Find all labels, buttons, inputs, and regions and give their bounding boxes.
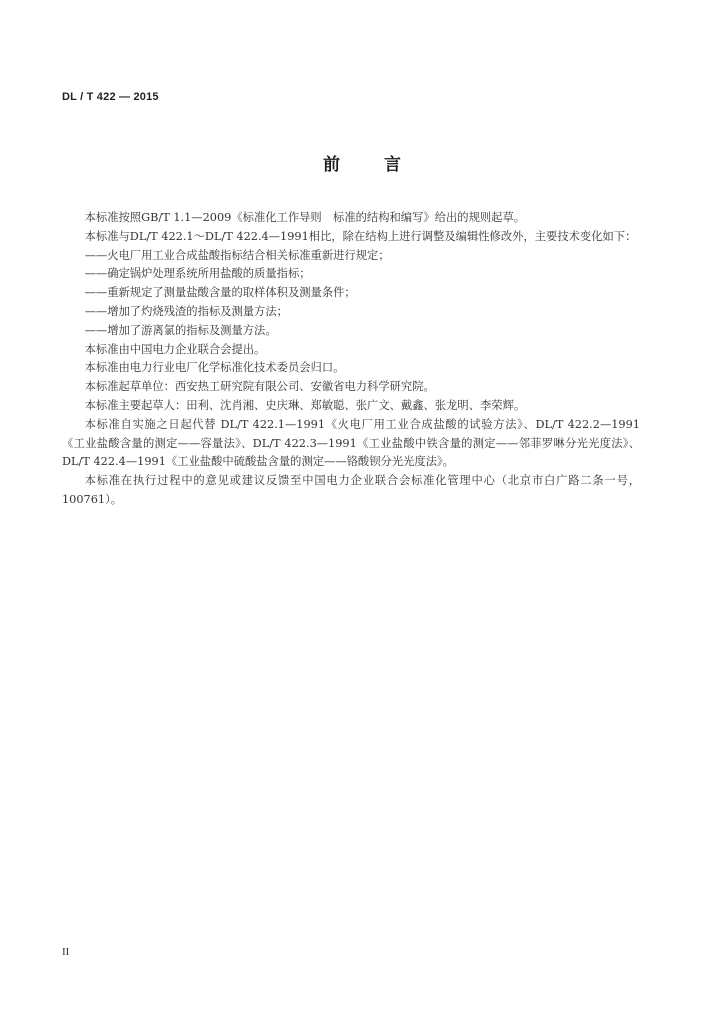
list-item-change: ——确定锅炉处理系统所用盐酸的质量指标； — [84, 267, 311, 281]
paragraph-administrator: 本标准由电力行业电厂化学标准化技术委员会归口。 — [84, 361, 345, 375]
paragraph-replaces: 本标准自实施之日起代替 DL/T 422.1—1991《火电厂用工业合成盐酸的试验方法》、DL/T 422.2—1991《工业盐酸含量的测定——容量法》、DL/T 422.3—1991《工业盐酸中铁含量的测定——邻菲罗啉分光光度法》、DL/T 422.4—1991《工业盐酸中硫酸盐含量的测定——铬酸钡分光光度法》。 — [62, 417, 640, 469]
list-item-change: ——重新规定了测量盐酸含量的取样体积及测量条件； — [84, 286, 356, 300]
paragraph-feedback: 本标准在执行过程中的意见或建议反馈至中国电力企业联合会标准化管理中心（北京市白广路二条一号，100761）。 — [62, 474, 640, 506]
list-item-change: ——火电厂用工业合成盐酸指标结合相关标准重新进行规定； — [84, 248, 390, 262]
list-item-change: ——增加了灼烧残渣的指标及测量方法； — [84, 304, 288, 318]
standard-code-header: DL / T 422 — 2015 — [62, 91, 159, 103]
paragraph-technical-changes: 本标准与DL/T 422.1～DL/T 422.4—1991相比，除在结构上进行调整及编辑性修改外，主要技术变化如下： — [84, 229, 637, 243]
page-number: II — [62, 946, 70, 958]
paragraph-drafting-units: 本标准起草单位：西安热工研究院有限公司、安徽省电力科学研究院。 — [84, 380, 435, 394]
title-char-2: 言 — [384, 155, 401, 175]
list-item-change: ——增加了游离氯的指标及测量方法。 — [84, 323, 277, 337]
foreword-body — [62, 209, 640, 510]
paragraph-proposer: 本标准由中国电力企业联合会提出。 — [84, 342, 266, 356]
title-char-1: 前 — [323, 155, 340, 175]
paragraph-drafters: 本标准主要起草人：田利、沈肖湘、史庆琳、郑敏聪、张广文、戴鑫、张龙明、李荣辉。 — [84, 398, 526, 412]
paragraph-drafting-rules: 本标准按照GB/T 1.1—2009《标准化工作导则 标准的结构和编写》给出的规则起草。 — [84, 211, 526, 224]
page-title — [0, 150, 724, 175]
